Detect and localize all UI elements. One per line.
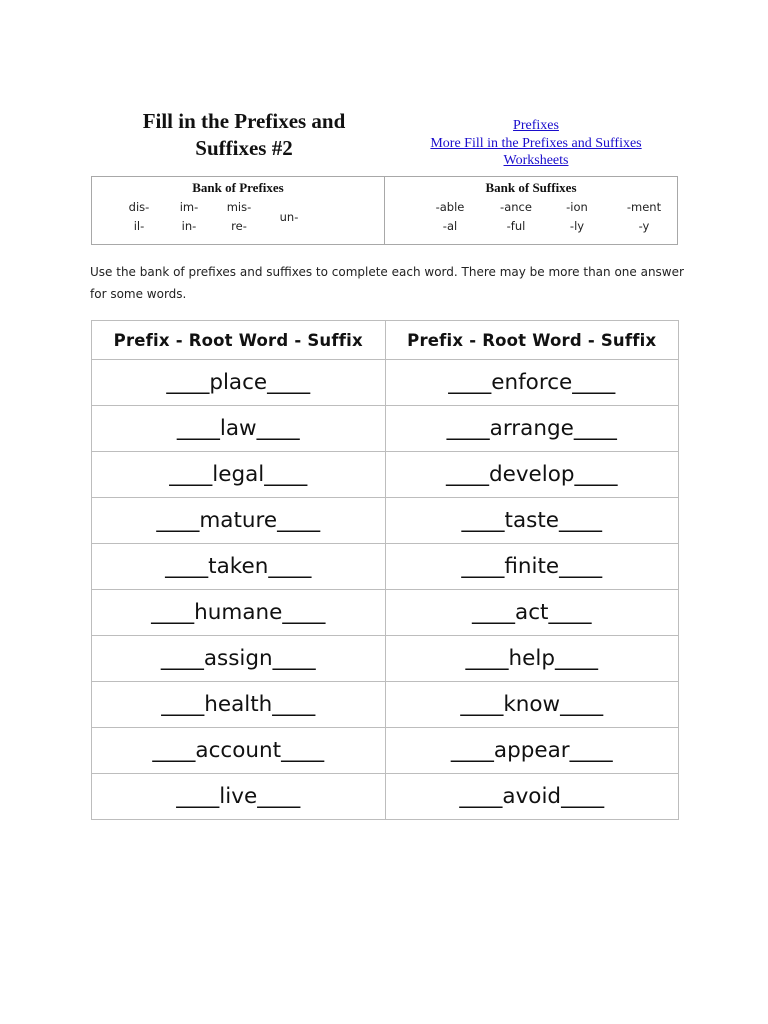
word-cell: ____taken____ (92, 544, 386, 590)
word-cell: ____act____ (385, 590, 679, 636)
suffix-item: -ly (569, 219, 585, 233)
word-table (91, 320, 679, 820)
table-row (92, 544, 679, 590)
prefix-bank-cell (92, 177, 385, 245)
table-row (92, 682, 679, 728)
word-cell: ____develop____ (385, 452, 679, 498)
word-cell: ____avoid____ (385, 774, 679, 820)
prefix-item: mis- (226, 200, 252, 214)
suffix-item: -ful (506, 219, 526, 233)
table-row (92, 406, 679, 452)
prefix-item: un- (279, 210, 299, 224)
word-cell: ____assign____ (92, 636, 386, 682)
instructions-text: Use the bank of prefixes and suffixes to complete each word. There may be more than one answer for some words. (90, 265, 684, 301)
related-links (405, 117, 667, 170)
table-row (92, 590, 679, 636)
suffix-item: -al (442, 219, 458, 233)
word-bank-table (91, 176, 678, 245)
prefix-bank-heading: Bank of Prefixes (192, 180, 284, 195)
link-worksheets[interactable]: Worksheets (503, 153, 569, 168)
word-cell: ____account____ (92, 728, 386, 774)
word-cell: ____taste____ (385, 498, 679, 544)
word-cell: ____enforce____ (385, 360, 679, 406)
word-cell: ____health____ (92, 682, 386, 728)
link-more-worksheets[interactable]: More Fill in the Prefixes and Suffixes (430, 135, 642, 151)
table-row (92, 774, 679, 820)
word-table-header (92, 321, 679, 360)
suffix-item: -able (435, 200, 465, 214)
table-row (92, 728, 679, 774)
word-cell: ____finite____ (385, 544, 679, 590)
table-row (92, 452, 679, 498)
prefix-item: in- (181, 219, 197, 233)
header-right: Prefix - Root Word - Suffix (385, 321, 679, 360)
title-line-2: Suffixes #2 (195, 136, 293, 160)
header-left: Prefix - Root Word - Suffix (92, 321, 386, 360)
word-cell: ____legal____ (92, 452, 386, 498)
word-cell: ____humane____ (92, 590, 386, 636)
title-line-1: Fill in the Prefixes and (142, 109, 346, 133)
prefix-item: dis- (128, 200, 150, 214)
word-cell: ____arrange____ (385, 406, 679, 452)
table-row (92, 636, 679, 682)
suffix-item: -y (638, 219, 650, 233)
suffix-item: -ment (626, 200, 662, 214)
word-cell: ____help____ (385, 636, 679, 682)
suffix-bank-list (417, 200, 677, 234)
word-cell: ____appear____ (385, 728, 679, 774)
link-prefixes[interactable]: Prefixes (513, 118, 559, 133)
word-cell: ____law____ (92, 406, 386, 452)
word-cell: ____live____ (92, 774, 386, 820)
suffix-bank-heading: Bank of Suffixes (485, 180, 577, 195)
prefix-item: re- (231, 219, 247, 233)
suffix-item: -ance (500, 200, 532, 214)
table-row (92, 360, 679, 406)
worksheet-title (118, 108, 370, 162)
prefix-item: im- (179, 200, 199, 214)
word-cell: ____know____ (385, 682, 679, 728)
suffix-item: -ion (566, 200, 588, 214)
prefix-bank-list (114, 200, 384, 234)
word-cell: ____mature____ (92, 498, 386, 544)
table-row (92, 498, 679, 544)
suffix-bank-cell (385, 177, 678, 245)
prefix-item: il- (133, 219, 145, 233)
word-cell: ____place____ (92, 360, 386, 406)
